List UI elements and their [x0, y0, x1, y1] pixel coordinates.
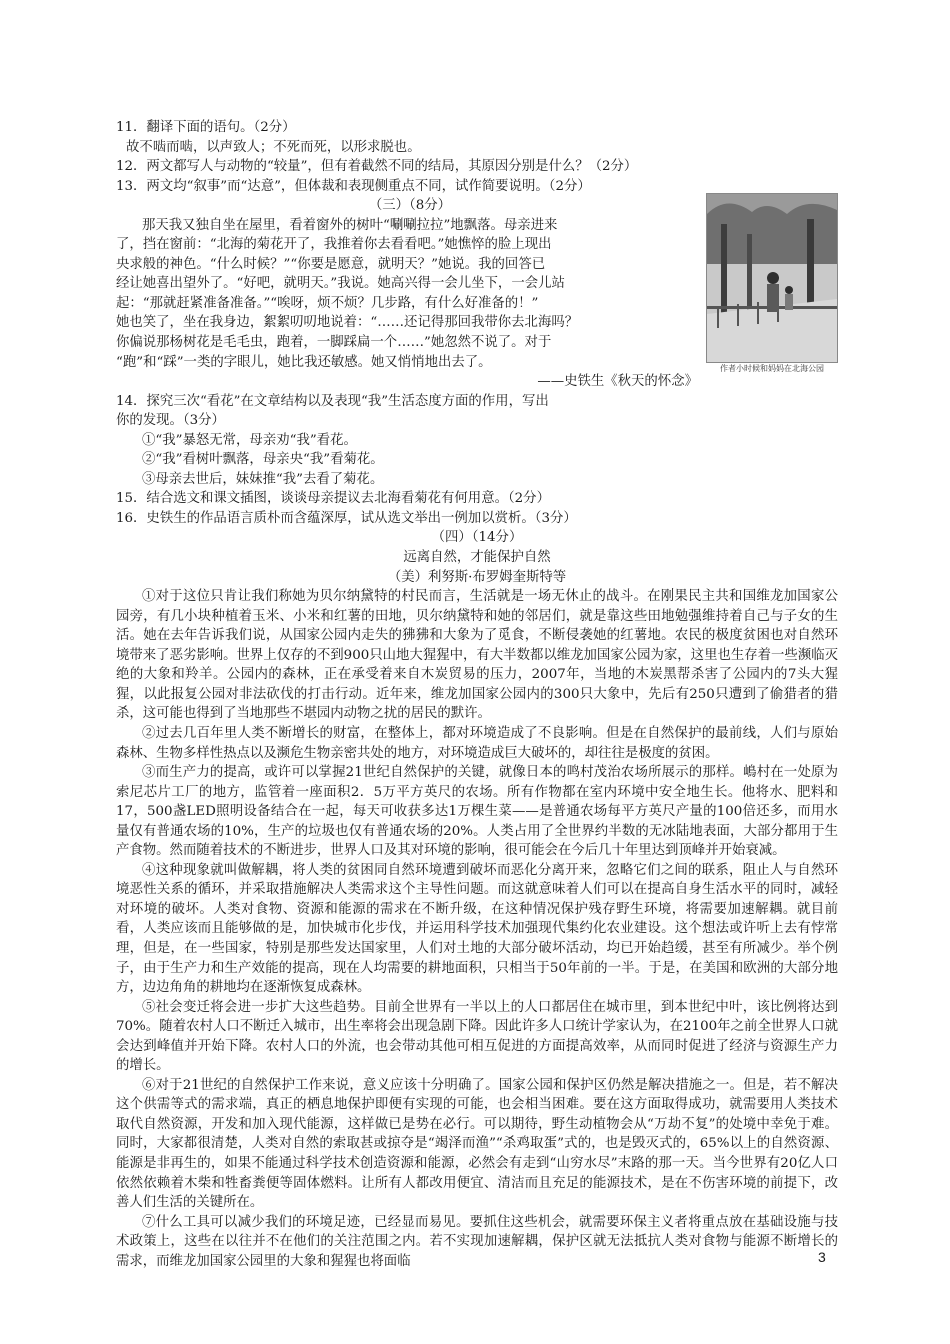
question-11-sentence: 故不啮而啮，以声致人；不死而死，以形求脱也。 — [126, 139, 421, 155]
passage-line: 那天我又独自坐在屋里，看着窗外的树叶“唰唰拉拉”地飘落。母亲进来 — [142, 217, 558, 233]
question-13: 13．两文均“叙事”而“达意”，但体裁和表现侧重点不同，试作简要说明。（2分） — [116, 178, 591, 194]
passage-line: 了，挡在窗前：“北海的菊花开了，我推着你去看看吧。”她憔悴的脸上现出 — [116, 237, 552, 253]
article-paragraph-3: ③而生产力的提高，或许可以掌握21世纪自然保护的关键，就像日本的鸣村茂治农场所展示的那样。嶋村在一处原为索尼芯片工厂的地方，监管着一座面积2．5万平方英尺的农场。所有作物都在室内环境中安全地生长。他将水、肥料和17，500盏LED照明设备结合在一起，每天可收获多达1万棵生菜——是普通农场每平方英尺产量的100倍还多，而用水量仅有普通农场的10%，生产的垃圾也仅有普通农场的20%。人类占用了全世界约半数的无冰陆地表面，大部分都用于生产食物。然而随着技术的不断进步，世界人口及其对环境的影响，很可能会在今后几十年里达到顶峰并开始衰减。 — [116, 765, 838, 859]
passage-line: 她也笑了，坐在我身边，絮絮叨叨地说着：“……还记得那回我带你去北海吗？ — [116, 315, 579, 331]
question-14: 14．探究三次“看花”在文章结构以及表现“我”生活态度方面的作用，写出 — [116, 393, 549, 409]
q14-item-1: ①“我”暴怒无常，母亲劝“我”看花。 — [142, 432, 357, 448]
question-14-cont: 你的发现。（3分） — [116, 413, 225, 429]
park-scene-image — [707, 194, 837, 362]
article-paragraph-7: ⑦什么工具可以减少我们的环境足迹，已经显而易见。要抓住这些机会，就需要环保主义者将重点放在基础设施与技术政策上，这些在以往并不在他们的关注范围之内。若不实现加速解耦，保护区就无法抵抗人类对食物与能源不断增长的需求，而维龙加国家公园里的大象和猩猩也将面临 — [116, 1214, 838, 1269]
passage-line: 你偏说那杨树花是毛毛虫，跑着，一脚踩扁一个……”她忽然不说了。对于 — [116, 335, 552, 351]
section-3-header: （三）（8分） — [368, 198, 452, 214]
q14-item-3: ③母亲去世后，妹妹推“我”去看了菊花。 — [142, 471, 384, 487]
illustration-photo — [706, 193, 838, 363]
article-author: （美）利努斯·布罗姆奎斯特等 — [387, 569, 567, 585]
article-paragraph-5: ⑤社会变迁将会进一步扩大这些趋势。目前全世界有一半以上的人口都居住在城市里，到本世纪中叶，该比例将达到70%。随着农村人口不断迁入城市，出生率将会出现急剧下降。因此许多人口统计学家认为，在2100年之前全世界人口就会达到峰值并开始下降。农村人口的外流，也会带动其他可相互促进的方面提高效率，从而同时促进了经济与资源生产力的增长。 — [116, 999, 838, 1074]
article-paragraph-2: ②过去几百年里人类不断增长的财富，在整体上，都对环境造成了不良影响。但是在自然保护的最前线，人们与原始森林、生物多样性热点以及濒危生物亲密共处的地方，对环境造成巨大破坏的，却往往是极度的贫困。 — [116, 725, 838, 761]
passage-source: ——史铁生《秋天的怀念》 — [537, 374, 698, 390]
article-paragraph-4: ④这种现象就叫做解耦，将人类的贫困同自然环境遭到破坏而恶化分离开来，忽略它们之间的联系，阻止人与自然环境恶性关系的循环，并采取措施解决人类需求这个主导性问题。而这就意味着人们可以在提高自身生活水平的同时，减轻对环境的破坏。人类对食物、资源和能源的需求在不断升级，在这种情况保护残存野生环境，将需要加速解耦。就目前看，人类应该而且能够做的是，加快城市化步伐，并运用科学技术加强现代集约化农业建设。这个想法或许听上去有悖常理，但是，在一些国家，特别是那些发达国家里，人们对土地的大部分破坏活动，均已开始趋缓，甚至有所减少。举个例子，由于生产力和生产效能的提高，现在人均需要的耕地面积，只相当于50年前的一半。于是，在美国和欧洲的大部分地方，边边角角的耕地均在逐渐恢复成森林。 — [116, 862, 838, 996]
passage-line: “跑”和“踩”一类的字眼儿，她比我还敏感。她又悄悄地出去了。 — [116, 354, 492, 370]
passage-line: 央求般的神色。“什么时候？”“你要是愿意，就明天？”她说。我的回答已 — [116, 256, 546, 272]
question-12: 12．两文都写人与动物的“较量”，但有着截然不同的结局，其原因分别是什么？（2分） — [116, 159, 638, 175]
article-title: 远离自然，才能保护自然 — [403, 550, 551, 566]
textbook-illustration — [706, 193, 838, 380]
section-4-header: （四）（14分） — [431, 530, 523, 546]
illustration-caption: 作者小时候和妈妈在北海公园 — [720, 364, 824, 373]
passage-line: 起：“那就赶紧准备准备。”“唉呀，烦不烦？几步路，有什么好准备的！” — [116, 295, 539, 311]
passage-line: 经让她喜出望外了。“好吧，就明天。”我说。她高兴得一会儿坐下，一会儿站 — [116, 276, 565, 292]
question-15: 15．结合选文和课文插图，谈谈母亲提议去北海看菊花有何用意。（2分） — [116, 491, 550, 507]
article-paragraph-6: ⑥对于21世纪的自然保护工作来说，意义应该十分明确了。国家公园和保护区仍然是解决措施之一。但是，若不解决这个供需等式的需求端，真正的栖息地保护即便有实现的可能，也会相当困难。要在这方面取得成功，就需要用人类技术取代自然资源，开发和加入现代能源，这样做已是势在必行。可以期待，野生动植物会从“万劫不复”的处境中幸免于难。同时，大家都很清楚，人类对自然的索取甚或掠夺是“竭泽而渔”“杀鸡取蛋”式的，也是毁灭式的，65%以上的自然资源、能源是非再生的，如果不能通过科学技术创造资源和能源，必然会有走到“山穷水尽”末路的那一天。当今世界有20亿人口依然依赖着木柴和牲畜粪便等固体燃料。让所有人都改用便宜、清洁而且充足的能源技术，是在不伤害环境的前提下，改善人们生活的关键所在。 — [116, 1077, 838, 1211]
page-number: 3 — [818, 1249, 826, 1265]
section-3-passage — [116, 216, 704, 392]
question-11: 11．翻译下面的语句。（2分） — [116, 120, 296, 135]
q14-item-2: ②“我”看树叶飘落，母亲央“我”看菊花。 — [142, 452, 384, 468]
question-16: 16．史铁生的作品语言质朴而含蕴深厚，试从选文举出一例加以赏析。（3分） — [116, 510, 577, 526]
article-paragraph-1: ①对于这位只肯让我们称她为贝尔纳黛特的村民而言，生活就是一场无休止的战斗。在刚果民主共和国维龙加国家公园旁，有几小块种植着玉米、小米和红薯的田地，贝尔纳黛特和她的邻居们，就是靠这些田地勉强维持着自己与子女的生活。她在去年告诉我们说，从国家公园内走失的狒狒和大象为了觅食，不断侵袭她的红薯地。农民的极度贫困也对自然环境带来了恶劣影响。世界上仅存的不到900只山地大猩猩中，有大半数都以维龙加国家公园为家，这里也生存着一些濒临灭绝的大象和羚羊。公园内的森林，正在承受着来自木炭贸易的压力，2007年，当地的木炭黑帮杀害了公园内的7头大猩猩，以此报复公园对非法砍伐的打击行动。近年来，维龙加国家公园内的300只大象中，先后有250只遭到了偷猎者的猎杀，这可能也得到了当地那些不堪园内动物之扰的居民的默许。 — [116, 589, 838, 722]
